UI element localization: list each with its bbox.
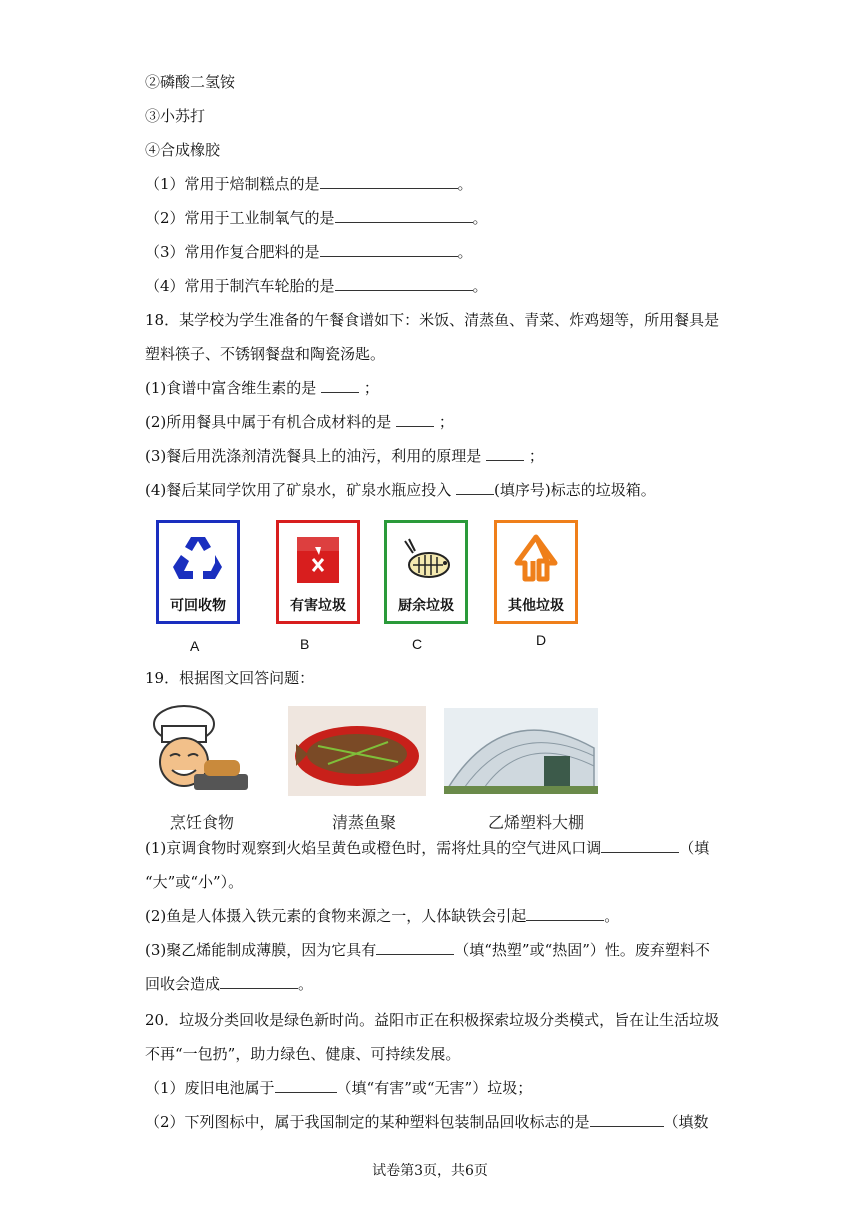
q19-2: (2)鱼是人体摄入铁元素的食物来源之一，人体缺铁会引起 。	[145, 907, 620, 925]
q17-4: （4）常用于制汽车轮胎的是 。	[145, 277, 488, 295]
answer-blank[interactable]	[486, 446, 524, 461]
answer-blank[interactable]	[376, 940, 454, 955]
q18-3: (3)餐后用洗涤剂清洗餐具上的油污，利用的原理是 ；	[145, 447, 544, 465]
q17-2: （2）常用于工业制氧气的是 。	[145, 209, 488, 227]
answer-blank[interactable]	[220, 974, 298, 989]
answer-blank[interactable]	[335, 276, 473, 291]
hazard-icon	[291, 531, 345, 589]
answer-blank[interactable]	[335, 208, 473, 223]
bin-label: 有害垃圾	[290, 598, 346, 614]
kitchen-waste-bin	[384, 520, 468, 624]
caption-cooking: 烹饪食物	[170, 813, 235, 832]
other-waste-icon	[509, 531, 563, 589]
q20-2: （2）下列图标中，属于我国制定的某种塑料包装制品回收标志的是 （填数	[145, 1113, 709, 1131]
q18-2: (2)所用餐具中属于有机合成材料的是 ；	[145, 413, 454, 431]
answer-blank[interactable]	[321, 378, 359, 393]
answer-blank[interactable]	[456, 480, 494, 495]
q20-stem: 20．垃圾分类回收是绿色新时尚。益阳市正在积极探索垃圾分类模式，旨在让生活垃圾	[145, 1011, 720, 1029]
chef-image	[144, 704, 250, 804]
answer-blank[interactable]	[601, 838, 679, 853]
answer-blank[interactable]	[320, 242, 458, 257]
answer-blank[interactable]	[590, 1112, 664, 1127]
option-letter-d: D	[536, 632, 547, 648]
option-2: ②磷酸二氢铵	[145, 73, 236, 91]
option-letter-b: B	[300, 636, 310, 652]
caption-greenhouse: 乙烯塑料大棚	[488, 813, 585, 832]
q18-stem: 18．某学校为学生准备的午餐食谱如下：米饭、清蒸鱼、青菜、炸鸡翅等，所用餐具是	[145, 311, 720, 329]
q17-3: （3）常用作复合肥料的是 。	[145, 243, 473, 261]
caption-fish: 清蒸鱼聚	[332, 813, 397, 832]
option-letter-c: C	[412, 636, 423, 652]
q18-stem-2: 塑料筷子、不锈钢餐盘和陶瓷汤匙。	[145, 345, 386, 363]
option-4: ④合成橡胶	[145, 141, 221, 159]
recycle-icon	[171, 531, 225, 589]
bin-label: 其他垃圾	[508, 598, 564, 614]
q19-3: (3)聚乙烯能制成薄膜，因为它具有 （填“热塑”或“热固”）性。废弃塑料不	[145, 941, 710, 959]
q17-1: （1）常用于焙制糕点的是 。	[145, 175, 473, 193]
answer-blank[interactable]	[275, 1078, 337, 1093]
hazardous-bin	[276, 520, 360, 624]
q18-1: (1)食谱中富含维生素的是 ；	[145, 379, 379, 397]
q19-stem: 19．根据图文回答问题：	[145, 669, 315, 687]
answer-blank[interactable]	[320, 174, 458, 189]
plastic-greenhouse-image	[444, 708, 598, 794]
option-letter-a: A	[190, 638, 200, 654]
q18-4: (4)餐后某同学饮用了矿泉水，矿泉水瓶应投入 (填序号)标志的垃圾箱。	[145, 481, 656, 499]
fish-bone-icon	[399, 531, 453, 589]
q20-1: （1）废旧电池属于 （填“有害”或“无害”）垃圾；	[145, 1079, 533, 1097]
q20-stem-2: 不再“一包扔”，助力绿色、健康、可持续发展。	[145, 1045, 461, 1063]
option-3: ③小苏打	[145, 107, 206, 125]
q19-1: (1)京调食物时观察到火焰呈黄色或橙色时，需将灶具的空气进风口调 （填	[145, 839, 710, 857]
recyclable-bin	[156, 520, 240, 624]
bin-label: 厨余垃圾	[398, 598, 454, 614]
q19-3-cont: 回收会造成 。	[145, 975, 314, 993]
answer-blank[interactable]	[526, 906, 604, 921]
answer-blank[interactable]	[396, 412, 434, 427]
other-waste-bin	[494, 520, 578, 624]
page-footer: 试卷第3页，共6页	[372, 1163, 488, 1179]
q19-1-cont: “大”或“小”）。	[145, 873, 244, 891]
steamed-fish-image	[288, 706, 426, 796]
bin-label: 可回收物	[170, 598, 226, 614]
